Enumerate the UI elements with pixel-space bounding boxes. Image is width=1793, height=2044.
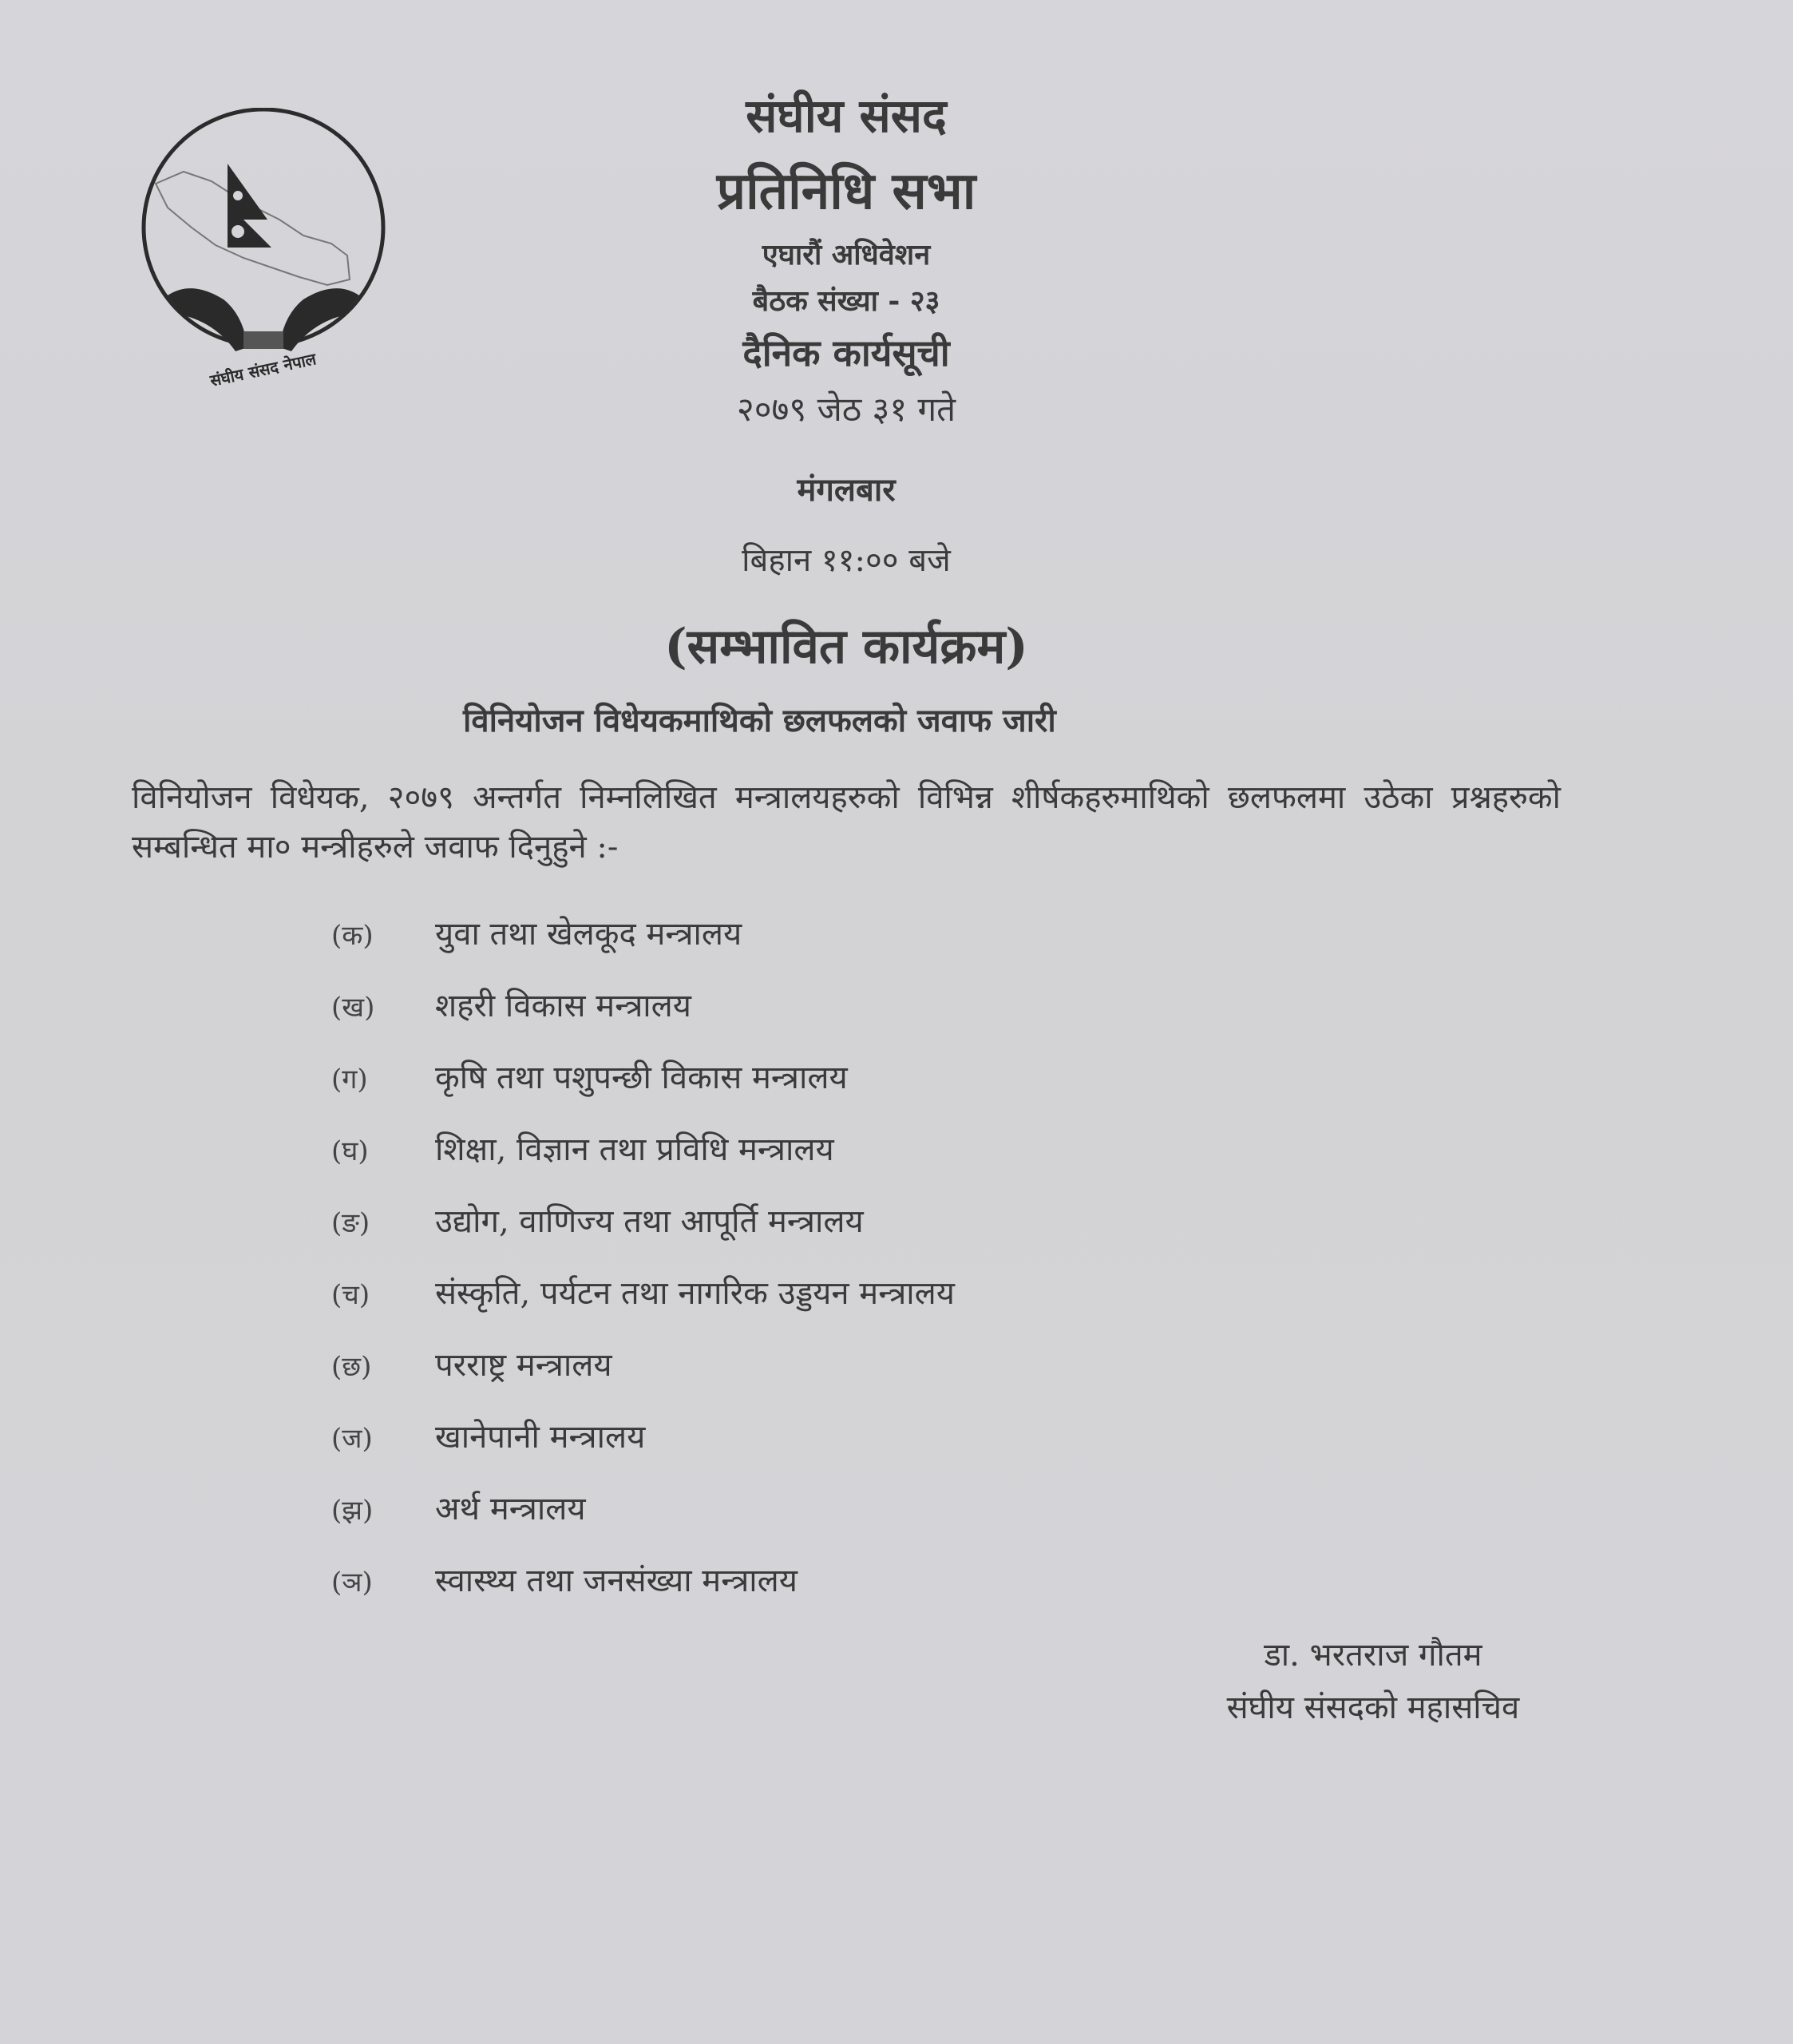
list-marker: (घ) xyxy=(331,1135,369,1167)
list-item xyxy=(331,1054,1369,1126)
parliament-logo xyxy=(136,108,391,395)
session-label: एघारौं अधिवेशन xyxy=(762,238,931,271)
svg-text:संघीय संसद नेपाल: संघीय संसद नेपाल xyxy=(208,349,319,390)
agenda-date: २०७९ जेठ ३१ गते xyxy=(736,390,956,429)
list-marker: (ञ) xyxy=(331,1567,373,1598)
list-item xyxy=(331,1198,1369,1270)
ministry-name: संस्कृति, पर्यटन तथा नागरिक उड्डयन मन्त्रालय xyxy=(435,1275,955,1312)
list-marker: (क) xyxy=(331,920,374,952)
ministry-name: परराष्ट्र मन्त्रालय xyxy=(435,1347,612,1384)
ministry-name: उद्योग, वाणिज्य तथा आपूर्ति मन्त्रालय xyxy=(435,1203,864,1240)
signature-block xyxy=(1166,1629,1581,1734)
list-marker: (ङ) xyxy=(331,1207,370,1239)
ministry-name: अर्थ मन्त्रालय xyxy=(435,1491,586,1527)
signatory-designation: संघीय संसदको महासचिव xyxy=(1226,1689,1520,1726)
ministry-name: स्वास्थ्य तथा जनसंख्या मन्त्रालय xyxy=(435,1563,798,1599)
ministry-name: शहरी विकास मन्त्रालय xyxy=(435,988,691,1024)
house-title: प्रतिनिधि सभा xyxy=(716,161,976,221)
list-item xyxy=(331,1557,1369,1629)
program-label: (सम्भावित कार्यक्रम) xyxy=(664,619,1028,675)
parliament-title: संघीय संसद xyxy=(746,89,947,143)
list-marker: (छ) xyxy=(331,1351,372,1383)
list-item xyxy=(331,1413,1369,1485)
list-marker: (ग) xyxy=(331,1064,368,1095)
ministry-name: शिक्षा, विज्ञान तथा प्रविधि मन्त्रालय xyxy=(435,1131,834,1168)
list-marker: (ज) xyxy=(331,1423,373,1455)
list-marker: (झ) xyxy=(331,1495,374,1527)
ministry-name: खानेपानी मन्त्रालय xyxy=(435,1419,646,1456)
agenda-time: बिहान ११:०० बजे xyxy=(742,542,951,579)
list-item xyxy=(331,1126,1369,1198)
parliament-emblem-icon xyxy=(136,108,391,395)
agenda-header xyxy=(559,80,1134,687)
signatory-name: डा. भरतराज गौतम xyxy=(1264,1637,1482,1674)
meeting-number: बैठक संख्या - २३ xyxy=(752,284,940,318)
section-title: विनियोजन विधेयकमाथिको छलफलको जवाफ जारी xyxy=(463,702,1056,739)
list-item xyxy=(331,1270,1369,1341)
list-item xyxy=(331,1341,1369,1413)
intro-paragraph: विनियोजन विधेयक, २०७९ अन्तर्गत निम्नलिखित मन्त्रालयहरुको विभिन्न शीर्षकहरुमाथिको छलफलमा उठेका प्रश्नहरुको सम्बन्धित मा० मन्त्रीहरुले जवाफ दिनुहुने :- xyxy=(132,779,1561,866)
list-item xyxy=(331,982,1369,1054)
list-item xyxy=(331,1485,1369,1557)
list-marker: (ख) xyxy=(331,992,375,1024)
ministry-name: कृषि तथा पशुपन्छी विकास मन्त्रालय xyxy=(435,1060,848,1096)
document-type: दैनिक कार्यसूची xyxy=(742,331,950,374)
ministry-list xyxy=(331,910,1369,1629)
ministry-name: युवा तथा खेलकूद मन्त्रालय xyxy=(435,916,742,953)
list-marker: (च) xyxy=(331,1279,370,1311)
list-item xyxy=(331,910,1369,982)
agenda-day: मंगलबार xyxy=(797,471,896,509)
